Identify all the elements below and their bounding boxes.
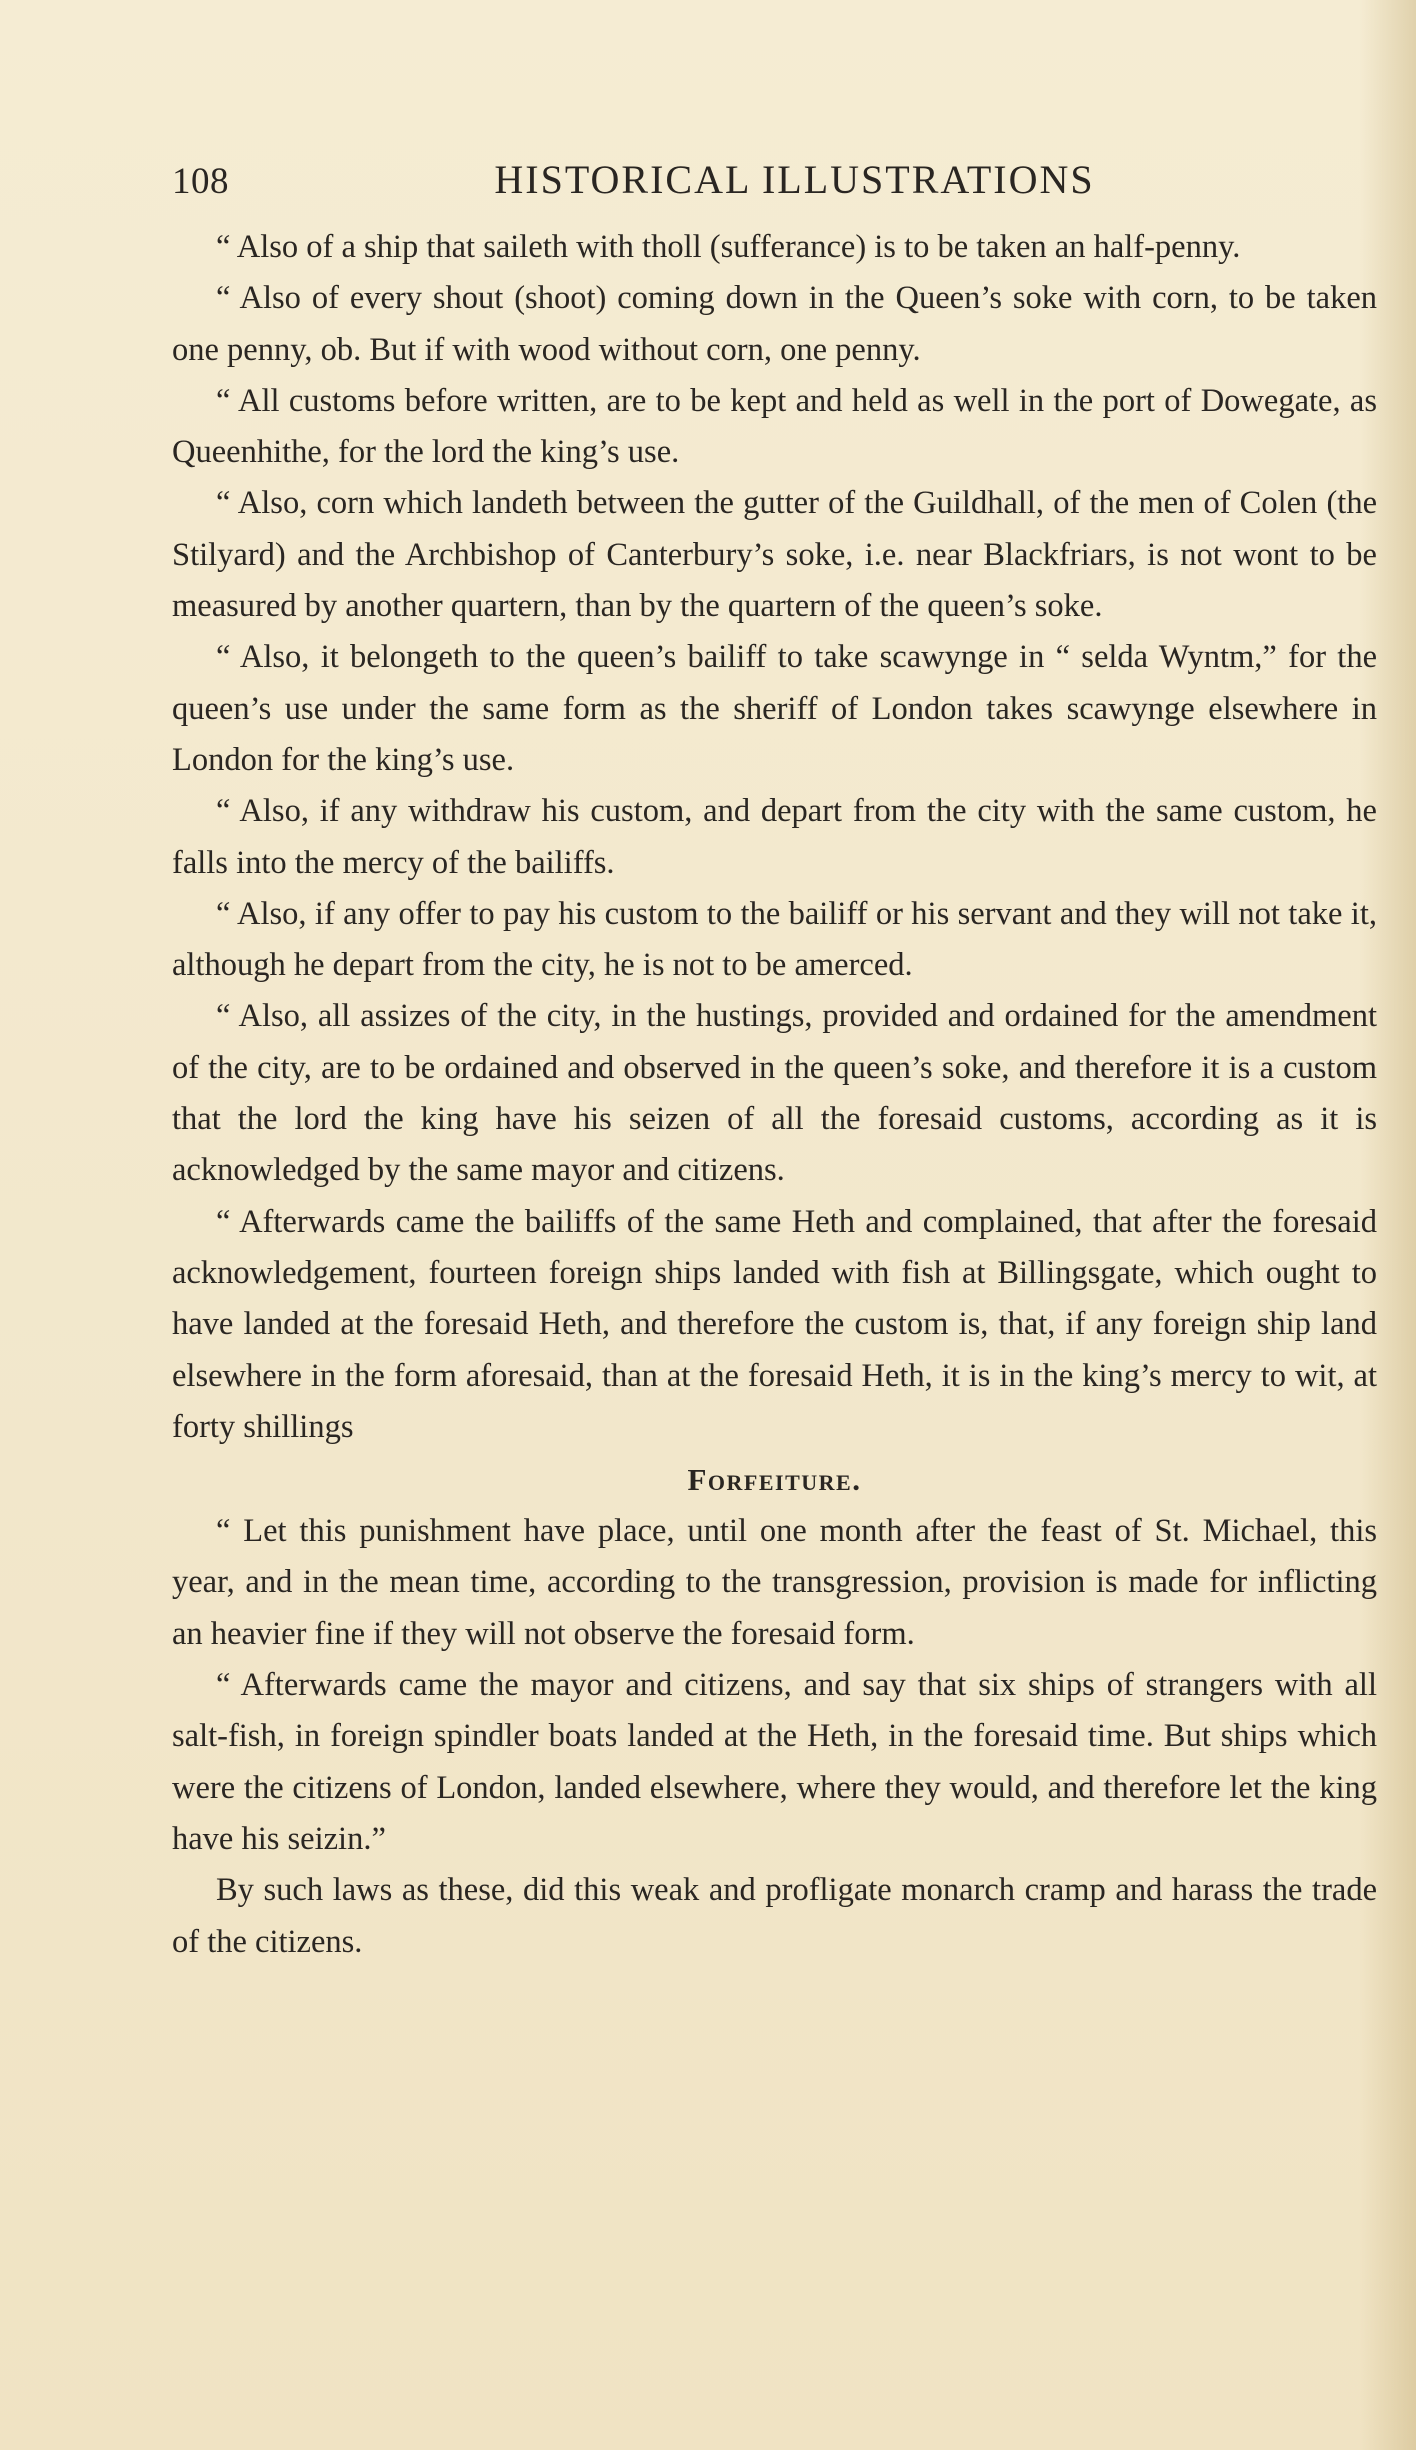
paragraph: “ Let this punishment have place, until one month after the feast of St. Michael, this year, and in the mean time, according to the transgression, provision is made for inflicting an heavier fine if they will not observe the foresaid form. [172, 1513, 1377, 1652]
body-text [172, 222, 1377, 1968]
page-header [172, 150, 1377, 206]
page-number: 108 [172, 161, 229, 202]
paragraph: “ Also, all assizes of the city, in the hustings, provided and ordained for the amendment of the city, are to be ordained and observed in the queen’s soke, and therefore it is a custom that the lord the king have his seizen of all the foresaid customs, according as it is acknowledged by the same mayor and citizens. [172, 998, 1377, 1189]
paragraph: “ Also, it belongeth to the queen’s bailiff to take scawynge in “ selda Wyntm,” for the queen’s use under the same form as the sheriff of London takes scawynge elsewhere in London for the king’s use. [172, 639, 1377, 778]
paragraph: “ Also, if any offer to pay his custom to the bailiff or his servant and they will not take it, although he depart from the city, he is not to be amerced. [172, 895, 1377, 984]
paragraph: “ Afterwards came the bailiffs of the same Heth and complained, that after the foresaid acknowledgement, fourteen foreign ships landed with fish at Billingsgate, which ought to have landed at the foresaid Heth, and therefore the custom is, that, if any foreign ship land elsewhere in the form aforesaid, than at the foresaid Heth, it is in the king’s mercy to wit, at forty shillings [172, 1203, 1377, 1445]
paragraph: “ Also, if any withdraw his custom, and depart from the city with the same custom, he falls into the mercy of the bailiffs. [172, 793, 1377, 881]
paragraph: “ Also, corn which landeth between the gutter of the Guildhall, of the men of Colen (the Stilyard) and the Archbishop of Canterbury’s soke, i.e. near Blackfriars, is not wont to be measured by another quartern, than by the quartern of the queen’s soke. [172, 485, 1377, 625]
section-heading: Forfeiture. [687, 1462, 862, 1498]
paragraph: “ All customs before written, are to be kept and held as well in the port of Dowegate, as Queenhithe, for the lord the king’s use. [172, 382, 1377, 471]
paragraph: “ Also of every shout (shoot) coming down in the Queen’s soke with corn, to be taken one penny, ob. But if with wood without corn, one penny. [172, 280, 1377, 368]
paragraph: By such laws as these, did this weak and profligate monarch cramp and harass the trade of the citizens. [172, 1872, 1377, 1960]
paragraph: “ Also of a ship that saileth with tholl (sufferance) is to be taken an half-penny. [216, 229, 1241, 265]
running-title: HISTORICAL ILLUSTRATIONS [494, 157, 1095, 202]
paragraph: “ Afterwards came the mayor and citizens, and say that six ships of strangers with all salt-fish, in foreign spindler boats landed at the Heth, in the foresaid time. But ships which were the citizens of London, landed elsewhere, where they would, and therefore let the king have his seizin.” [172, 1667, 1377, 1857]
